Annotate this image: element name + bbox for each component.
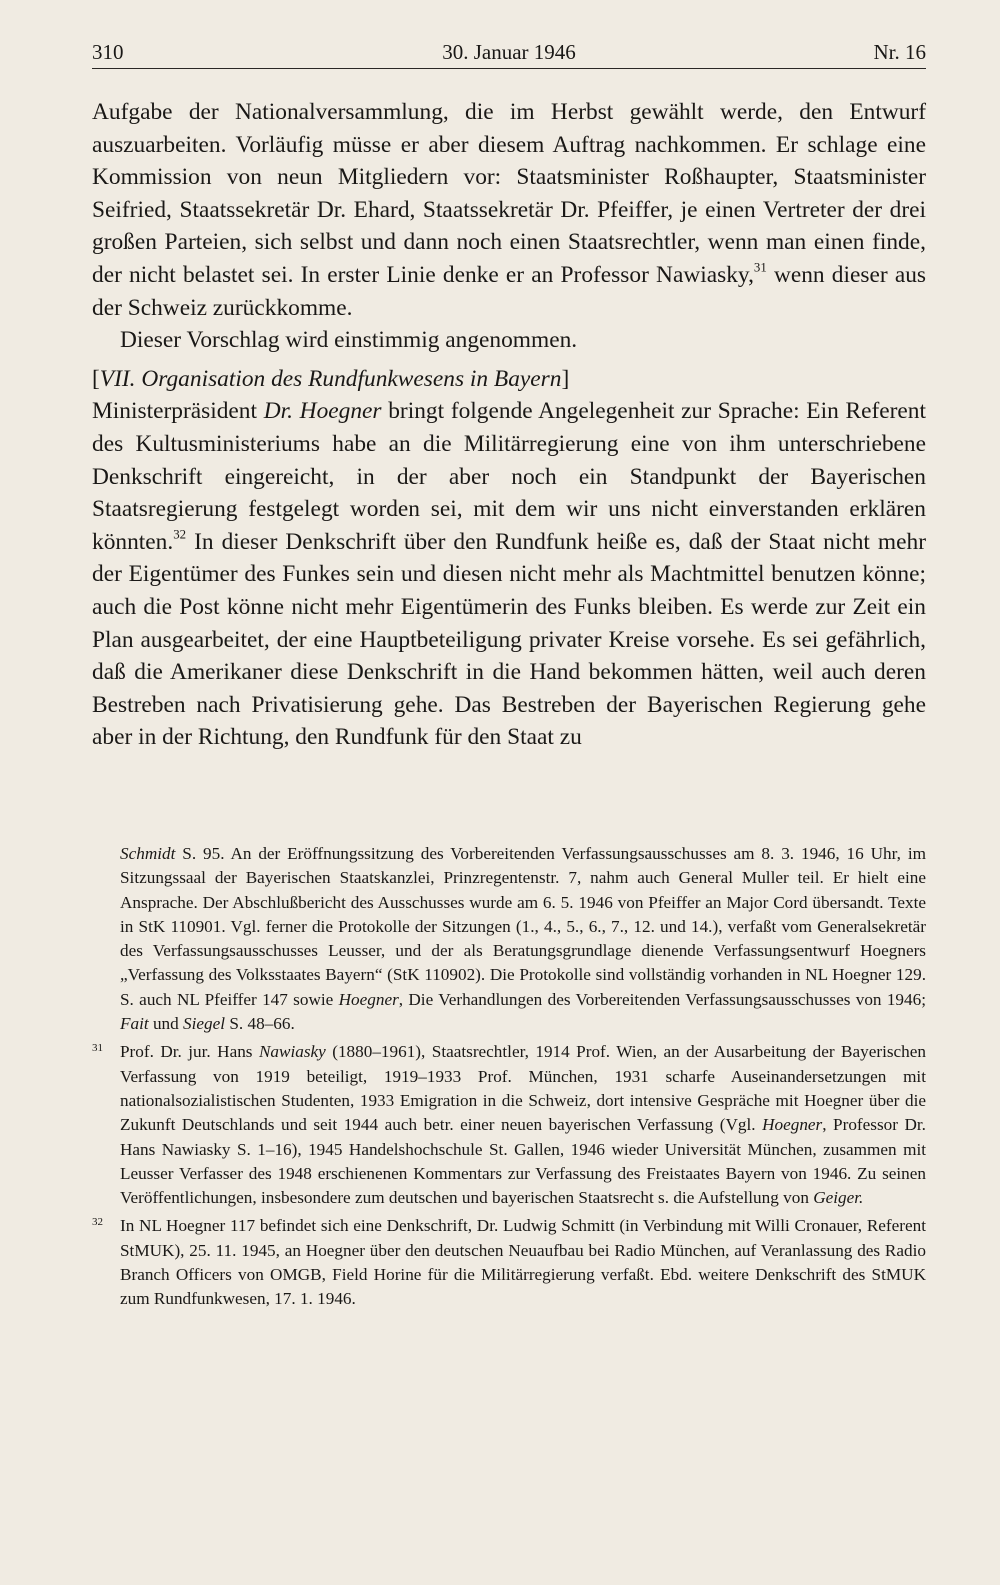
paragraph-3: Ministerpräsident Dr. Hoegner bringt folgende Angelegenheit zur Sprache: Ein Referent des Kultusministeriums habe an die Militärregierung eine von ihm unterschriebene Denkschrift eingereicht, in der aber noch ein Standpunkt der Bayerischen Staatsregierung festgelegt worden sei, mit dem wir uns nicht einverstanden erklären könnten.$^{32}$ In dieser Denkschrift über den Rundfunk heiße es, daß der Staat nicht mehr der Eigentümer des Funkes sein und diesen nicht mehr als Machtmittel benutzen könne; auch die Post könne nicht mehr Eigentümerin des Funks bleiben. Es werde zur Zeit ein Plan ausgearbeitet, der eine Hauptbeteiligung privater Kreise vorsehe. Es sei gefährlich, daß die Amerikaner diese Denkschrift in die Hand bekommen hätten, weil auch deren Bestreben nach Privatisierung gehe. Das Bestreben der Bayerischen Regierung gehe aber in der Richtung, den Rundfunk für den Staat zu	[92, 398, 926, 751]
paragraph-1: Aufgabe der Nationalversammlung, die im Herbst gewählt werde, den Entwurf auszuarbeiten. Vorläufig müsse er aber diesem Auftrag nachkommen. Er schlage eine Kommission von neun Mitgliedern vor: Staatsminister Roßhaupter, Staatsminister Seifried, Staatssekretär Dr. Ehard, Staatssekretär Dr. Pfeiffer, je einen Vertreter der drei großen Parteien, sich selbst und dann noch einen Staatsrechtler, wenn man einen finde, der nicht belastet sei. In erster Linie denke er an Professor Nawiasky,$^{31}$ wenn dieser aus der Schweiz zurückkomme.	[92, 99, 926, 321]
footnote-ref-31[interactable]: 31	[753, 260, 767, 275]
footnote-number: 32	[92, 1216, 103, 1229]
footnote-continued: Schmidt S. 95. An der Eröffnungssitzung des Vorbereitenden Verfassungsausschusses am 8. 3. 1946, 16 Uhr, im Sitzungssaal der Bayerischen Staatskanzlei, Prinzregentenstr. 7, nahm auch General Muller teil. Er hielt eine Ansprache. Der Abschlußbericht des Ausschusses wurde am 6. 5. 1946 von Pfeiffer an Major Cord übersandt. Texte in StK 110901. Vgl. ferner die Protokolle der Sitzungen (1., 4., 5., 6., 7., 12. und 14.), verfaßt vom Generalsekretär des Verfassungsausschusses Leusser, und der als Beratungsgrundlage dienende Verfassungsentwurf Hoegners „Verfassung des Volksstaates Bayern“ (StK 110902). Die Protokolle sind vollständig vorhanden in NL Hoegner 129. S. auch NL Pfeiffer 147 sowie Hoegner, Die Verhandlungen des Vorbereitenden Verfassungsausschusses von 1946; Fait und Siegel S. 48–66.	[120, 844, 926, 1034]
running-header	[92, 36, 926, 72]
header-date: 30. Januar 1946	[442, 40, 576, 64]
footnote-31: 31 Prof. Dr. jur. Hans Nawiasky (1880–1961), Staatsrechtler, 1914 Prof. Wien, an der Ausarbeitung der Bayerischen Verfassung von 1919 beteiligt, 1919–1933 Prof. München, 1931 scharfe Auseinandersetzungen mit nationalsozialistischen Studenten, 1933 Emigration in die Schweiz, dort intensive Gespräche mit Hoegner über die Zukunft Deutschlands und seit 1944 auch betr. einer neuen bayerischen Verfassung (Vgl. Hoegner, Professor Dr. Hans Nawiasky S. 1–16), 1945 Handelshochschule St. Gallen, 1946 wieder Universität München, zusammen mit Leusser Verfasser des 1948 erschienenen Kommentars zur Verfassung des Freistaates Bayern von 1946. Zu seinen Veröffentlichungen, insbesondere zum deutschen und bayerischen Staatsrecht s. die Aufstellung von Geiger.	[92, 1042, 926, 1208]
section-heading: [VII. Organisation des Rundfunkwesens in Bayern]	[92, 365, 570, 392]
footnote-ref-32[interactable]: 32	[173, 527, 187, 542]
paragraph-2: Dieser Vorschlag wird einstimmig angenommen.	[120, 327, 578, 354]
footnote-32: 32 In NL Hoegner 117 befindet sich eine Denkschrift, Dr. Ludwig Schmitt (in Verbindung mit Willi Cronauer, Referent StMUK), 25. 11. 1945, an Hoegner über den deutschen Neuaufbau bei Radio München, auf Veranlassung des Radio Branch Officers von OMGB, Field Horine für die Militärregierung verfaßt. Ebd. weitere Denkschrift des StMUK zum Rundfunkwesen, 17. 1. 1946.	[92, 1216, 926, 1309]
header-rule	[92, 68, 926, 69]
protocol-number: Nr. 16	[873, 40, 926, 64]
footnotes	[92, 842, 926, 1316]
speaker-name: Dr. Hoegner	[263, 398, 382, 425]
page-number: 310	[92, 40, 124, 64]
main-text	[92, 96, 926, 754]
footnote-number: 31	[92, 1042, 103, 1055]
